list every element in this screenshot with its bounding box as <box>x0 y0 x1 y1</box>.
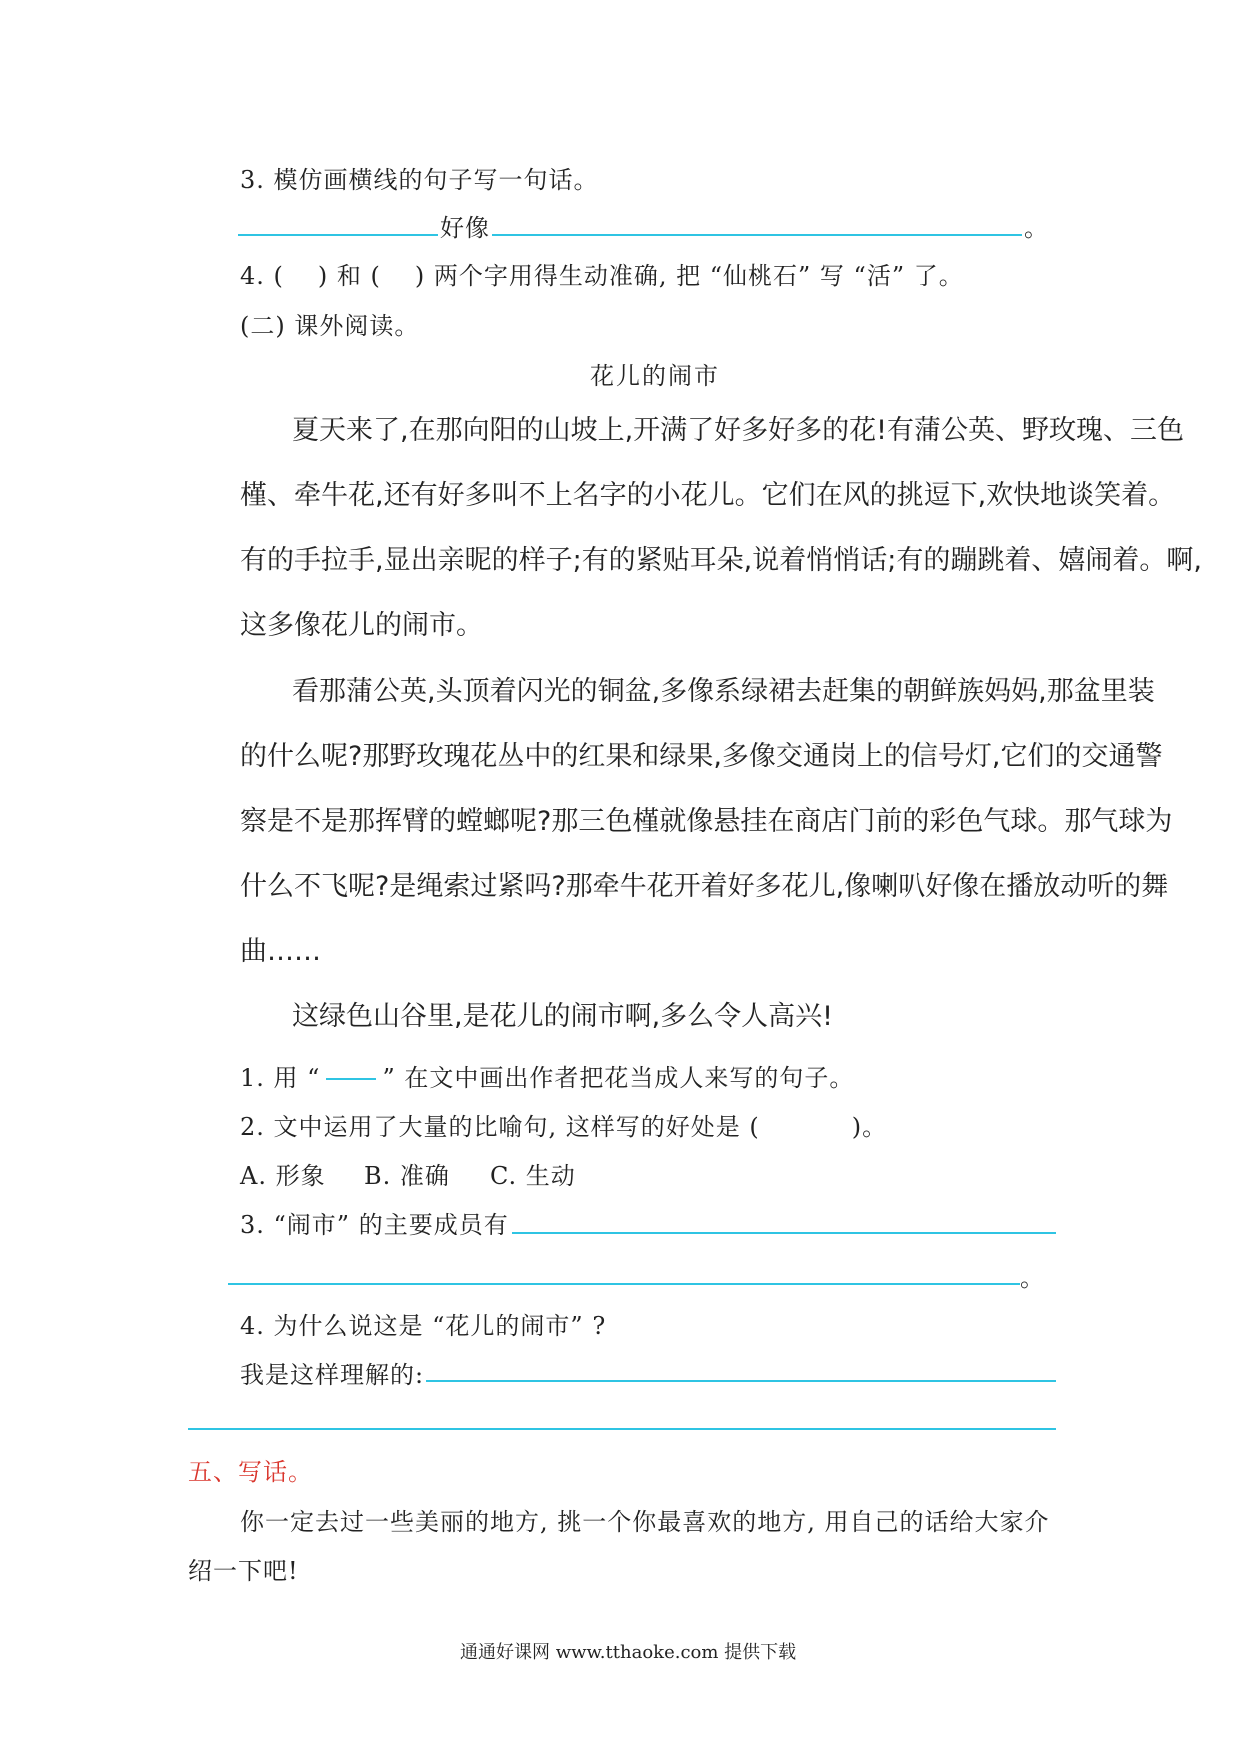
q4-part-b: ) 和 ( <box>317 262 381 290</box>
option-c[interactable]: C. 生动 <box>490 1162 576 1190</box>
p2-line: 什么不飞呢?是绳索过紧吗?那牵牛花开着好多花儿,像喇叭好像在播放动听的舞 <box>240 871 1169 902</box>
answer-line-q3b[interactable] <box>228 1283 1020 1285</box>
p1-line: 有的手拉手,显出亲昵的样子;有的紧贴耳朵,说着悄悄话;有的蹦跳着、嬉闹着。啊, <box>240 545 1202 576</box>
rq1-part-a: 1. 用 “ <box>240 1064 321 1092</box>
p3-line: 这绿色山谷里,是花儿的闹市啊,多么令人高兴! <box>292 1001 833 1032</box>
q4-part-c: ) 两个字用得生动准确, 把 “仙桃石” 写 “活” 了。 <box>414 262 964 290</box>
p1-line: 夏天来了,在那向阳的山坡上,开满了好多好多的花!有蒲公英、野玫瑰、三色 <box>292 415 1184 446</box>
q3-period: 。 <box>1020 1264 1045 1292</box>
q4-part-a: 4. ( <box>240 262 284 290</box>
option-a[interactable]: A. 形象 <box>240 1162 326 1190</box>
reading-question-3: 3. “闹市” 的主要成员有 <box>240 1211 509 1239</box>
reading-question-2 <box>240 1107 887 1142</box>
question-4-prompt <box>240 256 964 291</box>
article-paragraph-1 <box>188 398 1202 658</box>
rq2-part-a: 2. 文中运用了大量的比喻句, 这样写的好处是 ( <box>240 1113 760 1141</box>
p1-line: 槿、牵牛花,还有好多叫不上名字的小花儿。它们在风的挑逗下,欢快地谈笑着。 <box>240 480 1176 511</box>
p2-line: 的什么呢?那野玫瑰花丛中的红果和绿果,多像交通岗上的信号灯,它们的交通警 <box>240 741 1163 772</box>
p2-line: 曲…… <box>240 936 321 967</box>
answer-line-right[interactable] <box>492 234 1022 236</box>
answer-line-q3a[interactable] <box>512 1232 1056 1234</box>
answer-line-left[interactable] <box>238 234 438 236</box>
section-2-heading: (二) 课外阅读。 <box>240 312 420 340</box>
article-title: 花儿的闹市 <box>590 362 720 390</box>
option-b[interactable]: B. 准确 <box>364 1162 450 1190</box>
answer-line-q4a[interactable] <box>426 1380 1056 1382</box>
answer-line-q4b[interactable] <box>188 1428 1056 1430</box>
writing-prompt-line-1: 你一定去过一些美丽的地方, 挑一个你最喜欢的地方, 用自己的话给大家介 <box>240 1508 1050 1536</box>
underline-sample <box>326 1078 376 1080</box>
rq2-part-b: )。 <box>851 1113 888 1141</box>
p2-line: 看那蒲公英,头顶着闪光的铜盆,多像系绿裙去赶集的朝鲜族妈妈,那盆里装 <box>292 676 1155 707</box>
article-paragraph-2 <box>188 659 1173 984</box>
haoxiang-word: 好像 <box>440 214 490 242</box>
question-3-prompt: 3. 模仿画横线的句子写一句话。 <box>240 166 599 194</box>
footer-credit: 通通好课网 www.tthaoke.com 提供下载 <box>460 1642 797 1663</box>
answer-label: 我是这样理解的: <box>240 1361 425 1389</box>
period-mark: 。 <box>1024 214 1049 242</box>
writing-heading: 五、写话。 <box>188 1458 313 1486</box>
p1-line: 这多像花儿的闹市。 <box>240 610 483 641</box>
p2-line: 察是不是那挥臂的螳螂呢?那三色槿就像悬挂在商店门前的彩色气球。那气球为 <box>240 806 1173 837</box>
rq1-part-b: ” 在文中画出作者把花当成人来写的句子。 <box>382 1064 855 1092</box>
reading-question-4: 4. 为什么说这是 “花儿的闹市” ? <box>240 1312 607 1340</box>
reading-question-1 <box>240 1058 854 1093</box>
article-paragraph-3 <box>188 984 1058 1049</box>
writing-prompt-line-2: 绍一下吧! <box>188 1557 299 1585</box>
